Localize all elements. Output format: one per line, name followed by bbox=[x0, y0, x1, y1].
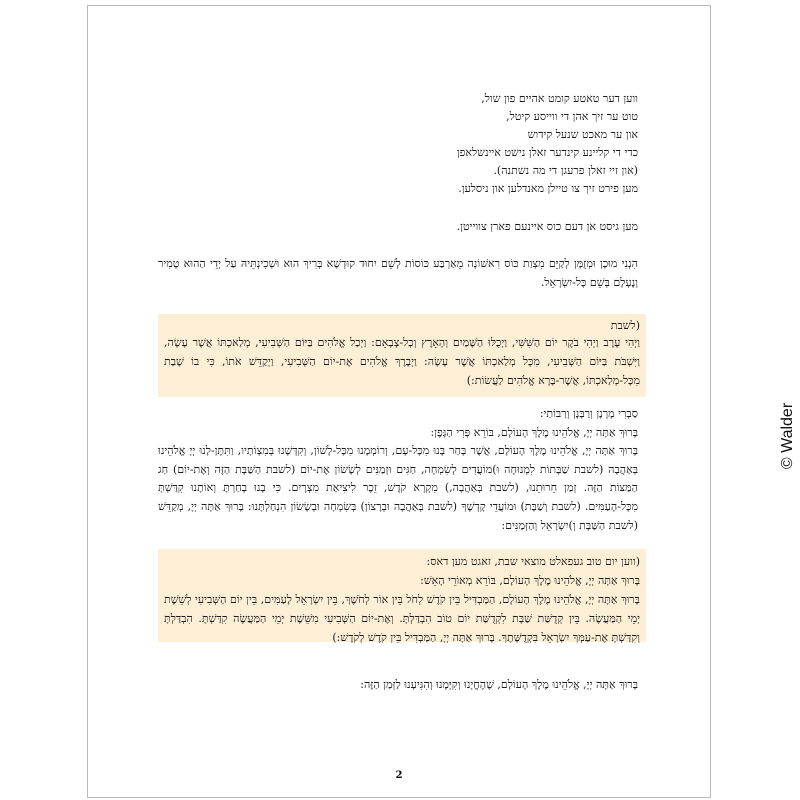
intro-line: מען פירט זיך צו טיילן מאנדלען און ניסלען. bbox=[458, 182, 638, 195]
page-number: 2 bbox=[395, 770, 403, 781]
shabbat-heading: (לשבת bbox=[610, 319, 640, 332]
shabbat-insert-box bbox=[158, 314, 646, 397]
havdalah-body: בָּרוּךְ אַתָּה יְיָ, אֱלֹהֵינוּ מֶלֶךְ הָעוֹלָם, הַמַּבְדִּיל בֵּין קֹדֶשׁ לְחֹל בֵּין אוֹר לְחֹשֶׁךְ, בֵּין יִשְׂרָאֵל לָעַמִּים, בֵּין יוֹם הַשְּׁבִיעִי לְשֵׁשֶׁת יְמֵי הַמַּעֲשֶׂה. בֵּין קְדֻשַּׁת שַׁבָּת לִקְדֻשַּׁת יוֹם טוֹב הִבְדַּלְתָּ. וְאֶת-יוֹם הַשְּׁבִיעִי מִשֵּׁשֶׁת יְמֵי הַמַּעֲשֶׂה קִדַּשְׁתָּ. הִבְדַּלְתָּ וְקִדַּשְׁתָּ אֶת-עַמְּךָ יִשְׂרָאֵל בִּקְדֻשָּׁתֶךָ. בָּרוּךְ אַתָּה יְיָ, הַמַּבְדִּיל בֵּין קֹדֶשׁ לְקֹדֶשׁ:) bbox=[164, 593, 640, 644]
intro-yiddish bbox=[158, 90, 638, 198]
meorei-line: בָּרוּךְ אַתָּה יְיָ, אֱלֹהֵינוּ מֶלֶךְ הָעוֹלָם, בּוֹרֵא מְאוֹרֵי הָאֵשׁ: bbox=[420, 574, 640, 587]
intro-line: און ער מאכט שנעל קידוש bbox=[527, 128, 638, 141]
havdalah-heading: (ווען יום טוב געפאלט מוצאי שבת, זאגט מען דאס: bbox=[426, 555, 640, 568]
kiddush-body: בָּרוּךְ אַתָּה יְיָ, אֱלֹהֵינוּ מֶלֶךְ הָעוֹלָם, אֲשֶׁר בָּחַר בָּנוּ מִכָּל-עָם, וְרוֹמְמָנוּ מִכָּל-לָשׁוֹן, וְקִדְּשָׁנוּ בְּמִצְוֹתָיו, וַתִּתֶּן-לָנוּ יְיָ אֱלֹהֵינוּ בְּאַהֲבָה (לשבת שַׁבָּתוֹת לִמְנוּחָה וּ)מוֹעֲדִים לְשִׂמְחָה, חַגִּים וּזְמַנִּים לְשָׂשׂוֹן אֶת-יוֹם (לשבת הַשַּׁבָּת הַזֶּה וְאֶת-יוֹם) חַג הַמַּצּוֹת הַזֶּה. זְמַן חֵרוּתֵנוּ, (לשבת בְּאַהֲבָה,) מִקְרָא קֹדֶשׁ, זֵכֶר לִיצִיאַת מִצְרָיִם. כִּי בָנוּ בָחַרְתָּ וְאוֹתָנוּ קִדַּשְׁתָּ מִכָּל-הָעַמִּים. (לשבת וְשַׁבָּת) וּמוֹעֲדֵי קָדְשֶׁךָ (לשבת בְּאַהֲבָה וּבְרָצוֹן) בְּשִׂמְחָה וּבְשָׂשׂוֹן הִנְחַלְתָּנוּ: בָּרוּךְ אַתָּה יְיָ, מְקַדֵּשׁ (לשבת הַשַּׁבָּת וְ)יִשְׂרָאֵל וְהַזְּמַנִּים: bbox=[158, 444, 638, 532]
havdalah-insert-box bbox=[158, 549, 646, 642]
savri-line: סַבְרִי מָרָנָן וְרַבָּנָן וְרַבּוֹתַי: bbox=[539, 407, 638, 420]
hagafen-line: בָּרוּךְ אַתָּה יְיָ, אֱלֹהֵינוּ מֶלֶךְ הָעוֹלָם, בּוֹרֵא פְּרִי הַגָּפֶן: bbox=[430, 425, 638, 439]
hineni-paragraph: הִנְנִי מוּכָן וּמְזֻמָּן לְקַיֵּם מִצְוַת כּוֹס רִאשׁוֹנָה מֵאַרְבַּע כּוֹסוֹת לְשֵׁם יִחוּד קוּדְשָׁא בְּרִיךְ הוּא וּשְׁכִינְתֵּיהּ עַל יְדֵי הַהוּא טָמִיר וְנֶעְלָם בְּשֵׁם כָּל-יִשְׂרָאֵל. bbox=[158, 257, 638, 289]
pour-instruction: מען גיסט אן דעם כוס איינעם פארן צווייטן. bbox=[456, 220, 638, 233]
shehecheyanu-line: בָּרוּךְ אַתָּה יְיָ, אֱלֹהֵינוּ מֶלֶךְ הָעוֹלָם, שֶׁהֶחֱיָנוּ וְקִיְּמָנוּ וְהִגִּיעָנוּ לַזְּמַן הַזֶּה: bbox=[360, 678, 638, 691]
intro-line: כדי די קליינע קינדער זאלן נישט איינשלאפן bbox=[456, 146, 638, 159]
document-page bbox=[87, 5, 711, 798]
kiddush-section bbox=[158, 405, 638, 535]
copyright-notice: © Walder bbox=[779, 402, 796, 470]
intro-line: טוט ער זיך אהן די ווייסע קיטל, bbox=[506, 110, 638, 123]
shabbat-text: וַיְהִי עֶרֶב וַיְהִי בֹקֶר יוֹם הַשִּׁשִּׁי, וַיְכֻלּוּ הַשָּׁמַיִם וְהָאָרֶץ וְכָל-צְבָאָם: וַיְכַל אֱלֹהִים בַּיּוֹם הַשְּׁבִיעִי, מְלַאכְתּוֹ אֲשֶׁר עָשָׂה, וַיִּשְׁבֹּת בַּיּוֹם הַשְּׁבִיעִי, מִכָּל מְלַאכְתּוֹ אֲשֶׁר עָשָׂה: וַיְבָרֶךְ אֱלֹהִים אֶת-יוֹם הַשְּׁבִיעִי, וַיְקַדֵּשׁ אֹתוֹ, כִּי בוֹ שָׁבַת מִכָּל-מְלַאכְתּוֹ, אֲשֶׁר-בָּרָא אֱלֹהִים לַעֲשׂוֹת:) bbox=[164, 336, 640, 387]
intro-line: ווען דער טאטע קומט אהיים פון שול, bbox=[481, 92, 638, 105]
intro-line: (און זיי זאלן פרעגן די מה נשתנה). bbox=[493, 164, 638, 177]
